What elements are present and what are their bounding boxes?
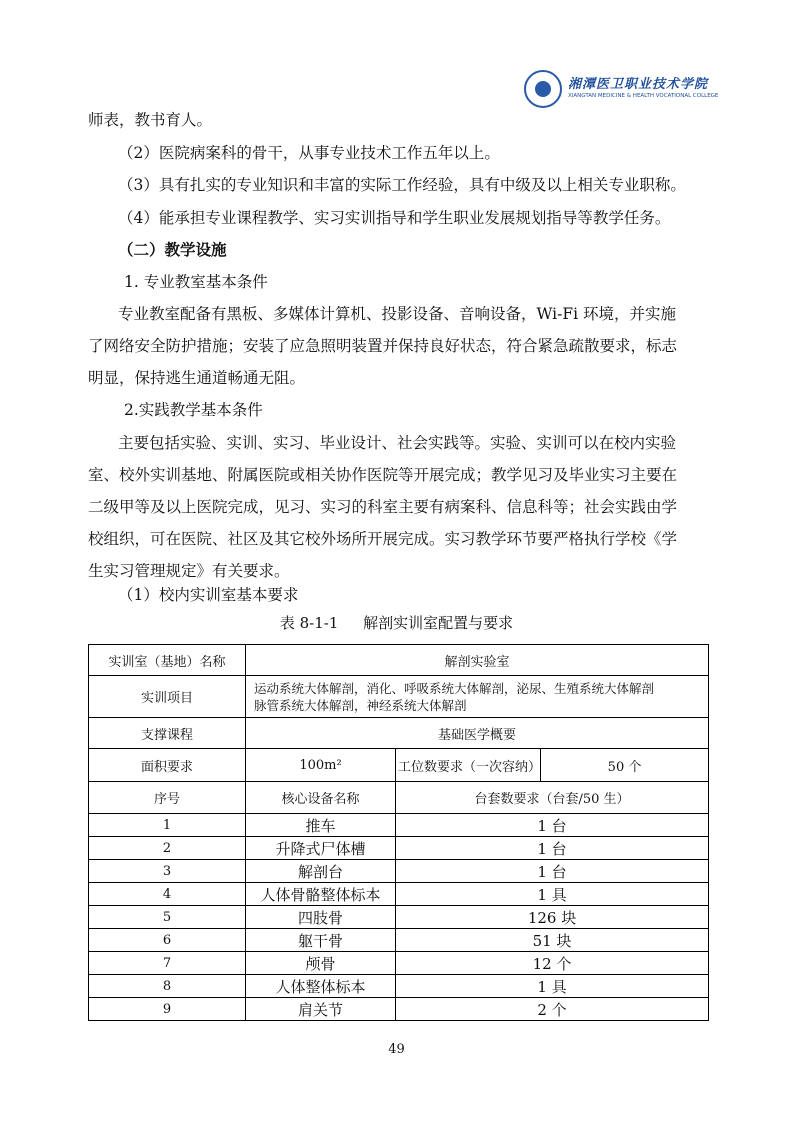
equipment-table [88,644,709,1021]
table-row [89,929,709,952]
row-equipment: 解剖台 [246,860,396,883]
course-label: 支撑课程 [89,718,246,749]
logo-name: 湘潭医卫职业技术学院 [568,77,709,92]
paragraph-line: （2）医院病案科的骨干，从事专业技术工作五年以上。 [118,144,500,162]
page-number: 49 [388,1042,405,1057]
row-no: 5 [89,906,246,929]
course-value: 基础医学概要 [246,718,709,749]
paragraph-line: （1）校内实训室基本要求 [118,586,299,604]
row-quantity: 1 台 [396,837,709,860]
table-caption-number: 表 8-1-1 [279,614,339,632]
area-value: 100m² [246,749,396,782]
paragraph-line: 室、校外实训基地、附属医院或相关协作医院等开展完成；教学见习及毕业实习主要在 [88,466,678,484]
row-equipment: 躯干骨 [246,929,396,952]
row-quantity: 1 具 [396,883,709,906]
table-row [89,906,709,929]
paragraph-line: 生实习管理规定》有关要求。 [88,562,290,580]
paragraph-line: （4）能承担专业课程教学、实习实训指导和学生职业发展规划指导等教学任务。 [118,209,671,227]
table-caption [0,612,793,633]
row-quantity: 1 台 [396,860,709,883]
table-row [89,837,709,860]
row-no: 7 [89,952,246,975]
paragraph-line: 二级甲等及以上医院完成，见习、实习的科室主要有病案科、信息科等；社会实践由学 [88,498,678,516]
row-quantity: 1 具 [396,975,709,998]
row-equipment: 人体骨骼整体标本 [246,883,396,906]
project-value [246,676,709,718]
paragraph-line: 明显，保持逃生通道畅通无阻。 [88,369,306,387]
paragraph-line: （3）具有扎实的专业知识和丰富的实际工作经验，具有中级及以上相关专业职称。 [118,176,686,194]
table-row [89,998,709,1021]
row-no: 4 [89,883,246,906]
table-row [89,883,709,906]
section-heading: （二）教学设施 [118,240,227,259]
station-value: 50 个 [541,749,709,782]
col-header-quantity: 台套数要求（台套/50 生） [396,782,709,814]
row-quantity: 2 个 [396,998,709,1021]
col-header-no: 序号 [89,782,246,814]
row-no: 1 [89,814,246,837]
row-equipment: 四肢骨 [246,906,396,929]
paragraph-line: 师表，教书育人。 [88,111,213,129]
paragraph-line: 了网络安全防护措施；安装了应急照明装置并保持良好状态，符合紧急疏散要求，标志 [88,337,678,355]
row-quantity: 126 块 [396,906,709,929]
table-caption-title: 解剖实训室配置与要求 [363,614,514,632]
college-logo [524,70,719,110]
subsection-heading: 2.实践教学基本条件 [124,401,263,419]
row-no: 2 [89,837,246,860]
col-header-equipment: 核心设备名称 [246,782,396,814]
row-equipment: 升降式尸体槽 [246,837,396,860]
row-quantity: 51 块 [396,929,709,952]
paragraph-line: 校组织，可在医院、社区及其它校外场所开展完成。实习教学环节要严格执行学校《学 [88,530,678,548]
row-quantity: 12 个 [396,952,709,975]
room-value: 解剖实验室 [246,645,709,676]
subsection-heading: 1. 专业教室基本条件 [124,273,268,291]
table-row [89,975,709,998]
paragraph-line: 主要包括实验、实训、实习、毕业设计、社会实践等。实验、实训可以在校内实验 [118,434,677,452]
project-line: 脉管系统大体解剖，神经系统大体解剖 [254,697,467,713]
logo-english: XIANGTAN MEDICINE & HEALTH VOCATIONAL COLLEGE [568,93,719,99]
project-label: 实训项目 [89,676,246,718]
room-label: 实训室（基地）名称 [89,645,246,676]
row-equipment: 颅骨 [246,952,396,975]
row-equipment: 人体整体标本 [246,975,396,998]
row-no: 3 [89,860,246,883]
table-row [89,814,709,837]
table-row [89,952,709,975]
row-equipment: 肩关节 [246,998,396,1021]
project-line: 运动系统大体解剖，消化、呼吸系统大体解剖，泌尿、生殖系统大体解剖 [254,680,655,696]
area-label: 面积要求 [89,749,246,782]
row-no: 9 [89,998,246,1021]
station-label: 工位数要求（一次容纳） [396,749,541,782]
row-quantity: 1 台 [396,814,709,837]
row-no: 6 [89,929,246,952]
table-row [89,860,709,883]
college-emblem-icon [524,70,562,108]
paragraph-line: 专业教室配备有黑板、多媒体计算机、投影设备、音响设备，Wi-Fi 环境，并实施 [118,305,676,323]
row-no: 8 [89,975,246,998]
row-equipment: 推车 [246,814,396,837]
